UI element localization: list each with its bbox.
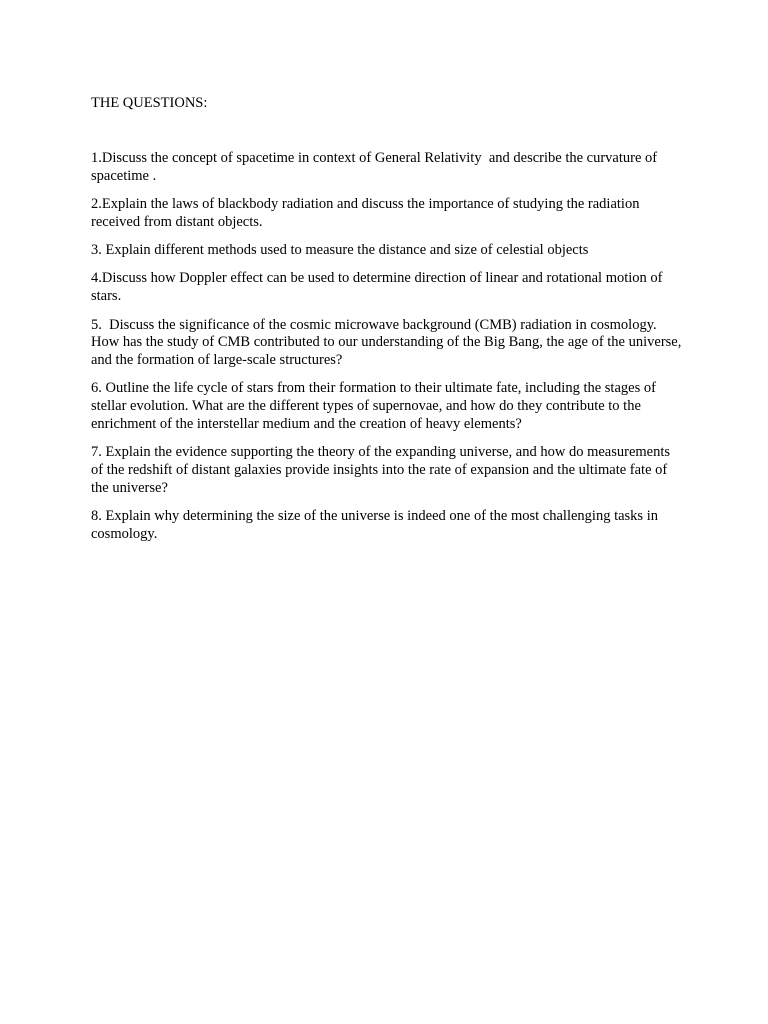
question-7: 7. Explain the evidence supporting the theory of the expanding universe, and how do measurements of the redshift of distant galaxies provide insights into the rate of expansion and the ultimate fate of the universe? <box>91 444 671 496</box>
question-6: 6. Outline the life cycle of stars from their formation to their ultimate fate, including the stages of stellar evolution. What are the different types of supernovae, and how do they contribute to the enrichment of the interstellar medium and the creation of heavy elements? <box>91 380 656 433</box>
question-8: 8. Explain why determining the size of the universe is indeed one of the most challenging tasks in cosmology. <box>91 508 658 543</box>
question-1: 1.Discuss the concept of spacetime in context of General Relativity and describe the curvature of spacetime . <box>91 150 661 184</box>
question-3: 3. Explain different methods used to measure the distance and size of celestial objects <box>91 242 589 259</box>
questions-list <box>91 150 685 554</box>
question-2: 2.Explain the laws of blackbody radiation and discuss the importance of studying the radiation received from distant objects. <box>91 196 640 230</box>
page-heading: THE QUESTIONS: <box>91 95 208 111</box>
question-5: 5. Discuss the significance of the cosmic microwave background (CMB) radiation in cosmology. How has the study of CMB contributed to our understanding of the Big Bang, the age of the universe, and the formation of large-scale structures? <box>91 316 685 369</box>
question-4: 4.Discuss how Doppler effect can be used to determine direction of linear and rotational motion of stars. <box>91 270 663 305</box>
